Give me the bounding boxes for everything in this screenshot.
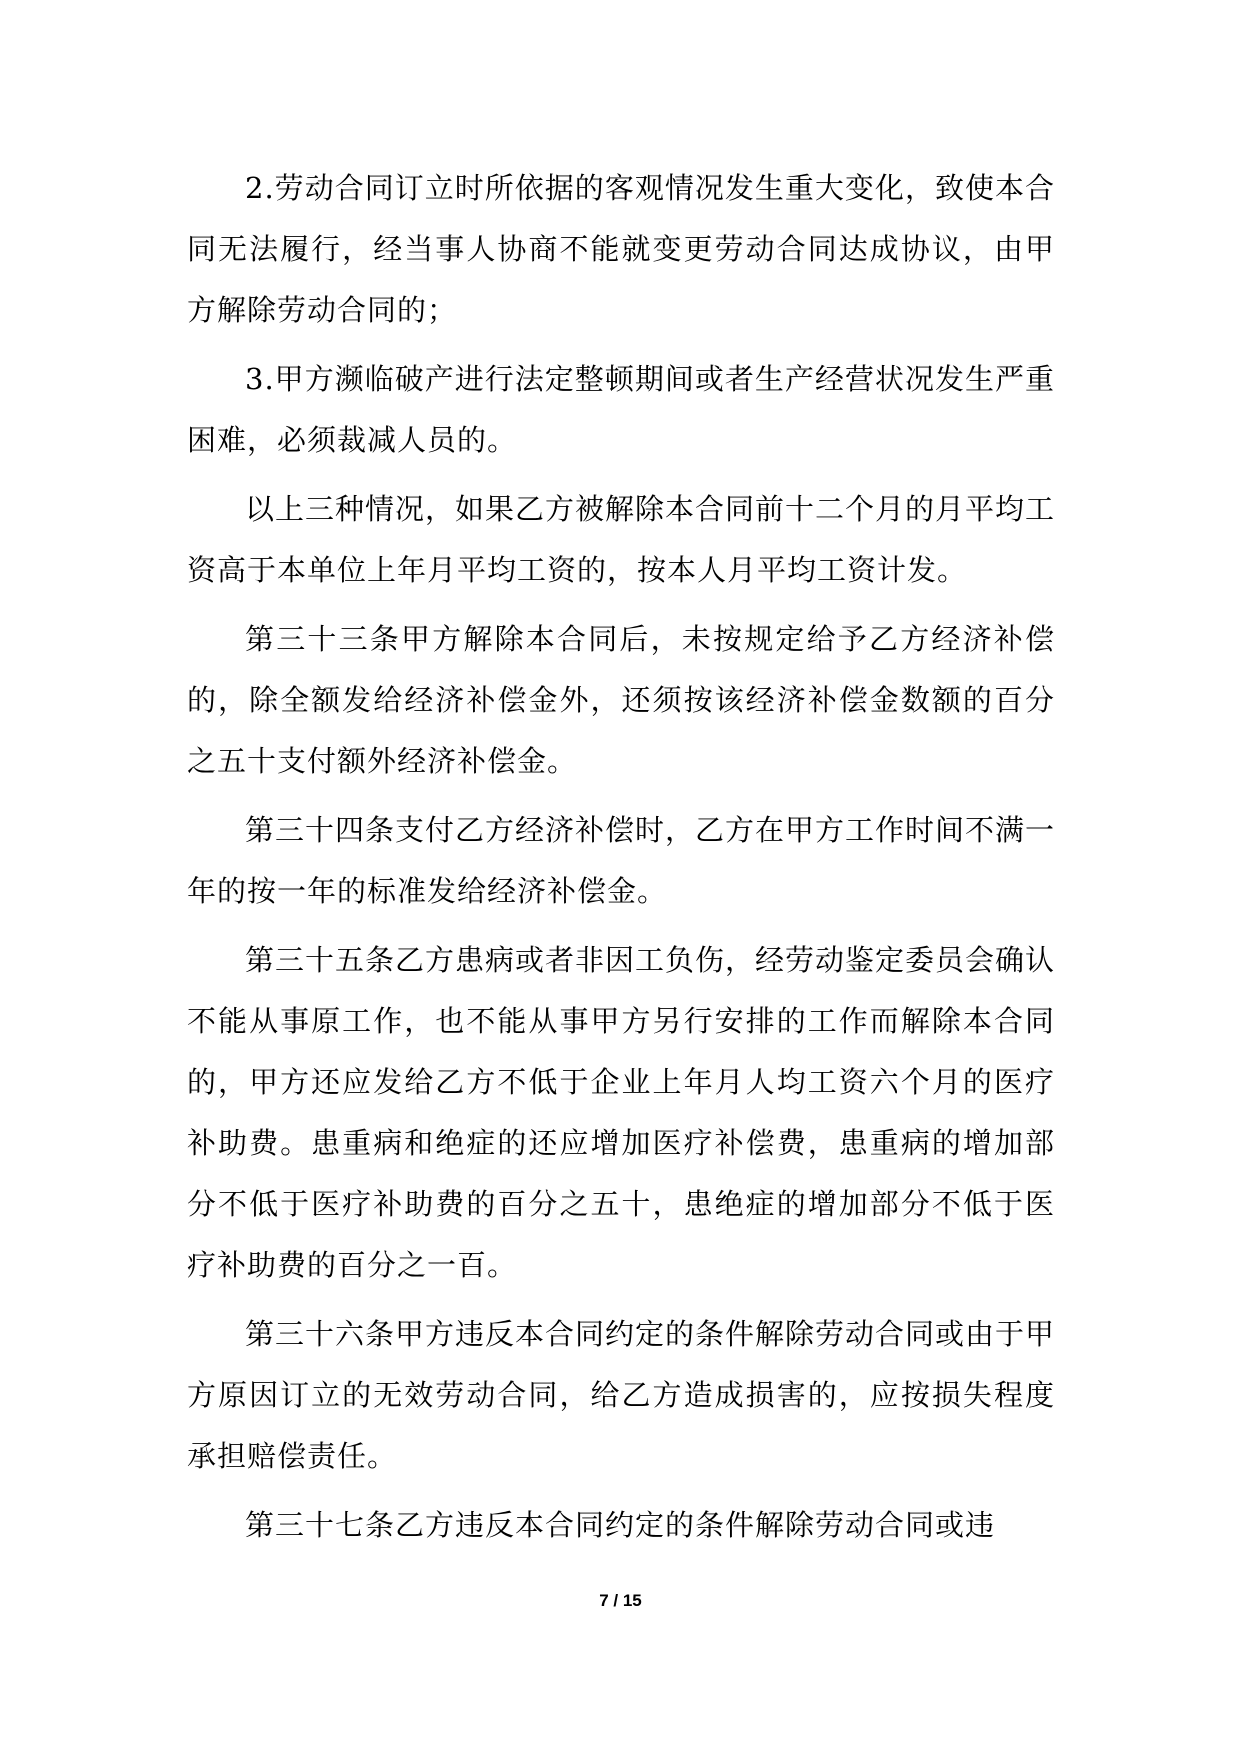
paragraph-article-36: 第三十六条甲方违反本合同约定的条件解除劳动合同或由于甲方原因订立的无效劳动合同，给乙方造成损害的，应按损失程度承担赔偿责任。: [187, 1317, 1056, 1473]
paragraph-article-34: 第三十四条支付乙方经济补偿时，乙方在甲方工作时间不满一年的按一年的标准发给经济补偿金。: [187, 813, 1056, 908]
paragraph-article-37: 第三十七条乙方违反本合同约定的条件解除劳动合同或违: [245, 1508, 996, 1542]
paragraph-article-33: 第三十三条甲方解除本合同后，未按规定给予乙方经济补偿的，除全额发给经济补偿金外，还须按该经济补偿金数额的百分之五十支付额外经济补偿金。: [187, 622, 1055, 778]
paragraph-item-2: 2.劳动合同订立时所依据的客观情况发生重大变化，致使本合同无法履行，经当事人协商不能就变更劳动合同达成协议，由甲方解除劳动合同的；: [187, 171, 1055, 327]
paragraph-article-35: 第三十五条乙方患病或者非因工负伤，经劳动鉴定委员会确认不能从事原工作，也不能从事甲方另行安排的工作而解除本合同的，甲方还应发给乙方不低于企业上年月人均工资六个月的医疗补助费。患重病和绝症的还应增加医疗补偿费，患重病的增加部分不低于医疗补助费的百分之五十，患绝症的增加部分不低于医疗补助费的百分之一百。: [187, 943, 1056, 1282]
paragraph-item-3: 3.甲方濒临破产进行法定整顿期间或者生产经营状况发生严重困难，必须裁减人员的。: [187, 362, 1055, 457]
document-body: [187, 158, 1055, 1564]
paragraph-summary: 以上三种情况，如果乙方被解除本合同前十二个月的月平均工资高于本单位上年月平均工资的，按本人月平均工资计发。: [187, 492, 1056, 587]
page-number: 7 / 15: [599, 1591, 642, 1610]
